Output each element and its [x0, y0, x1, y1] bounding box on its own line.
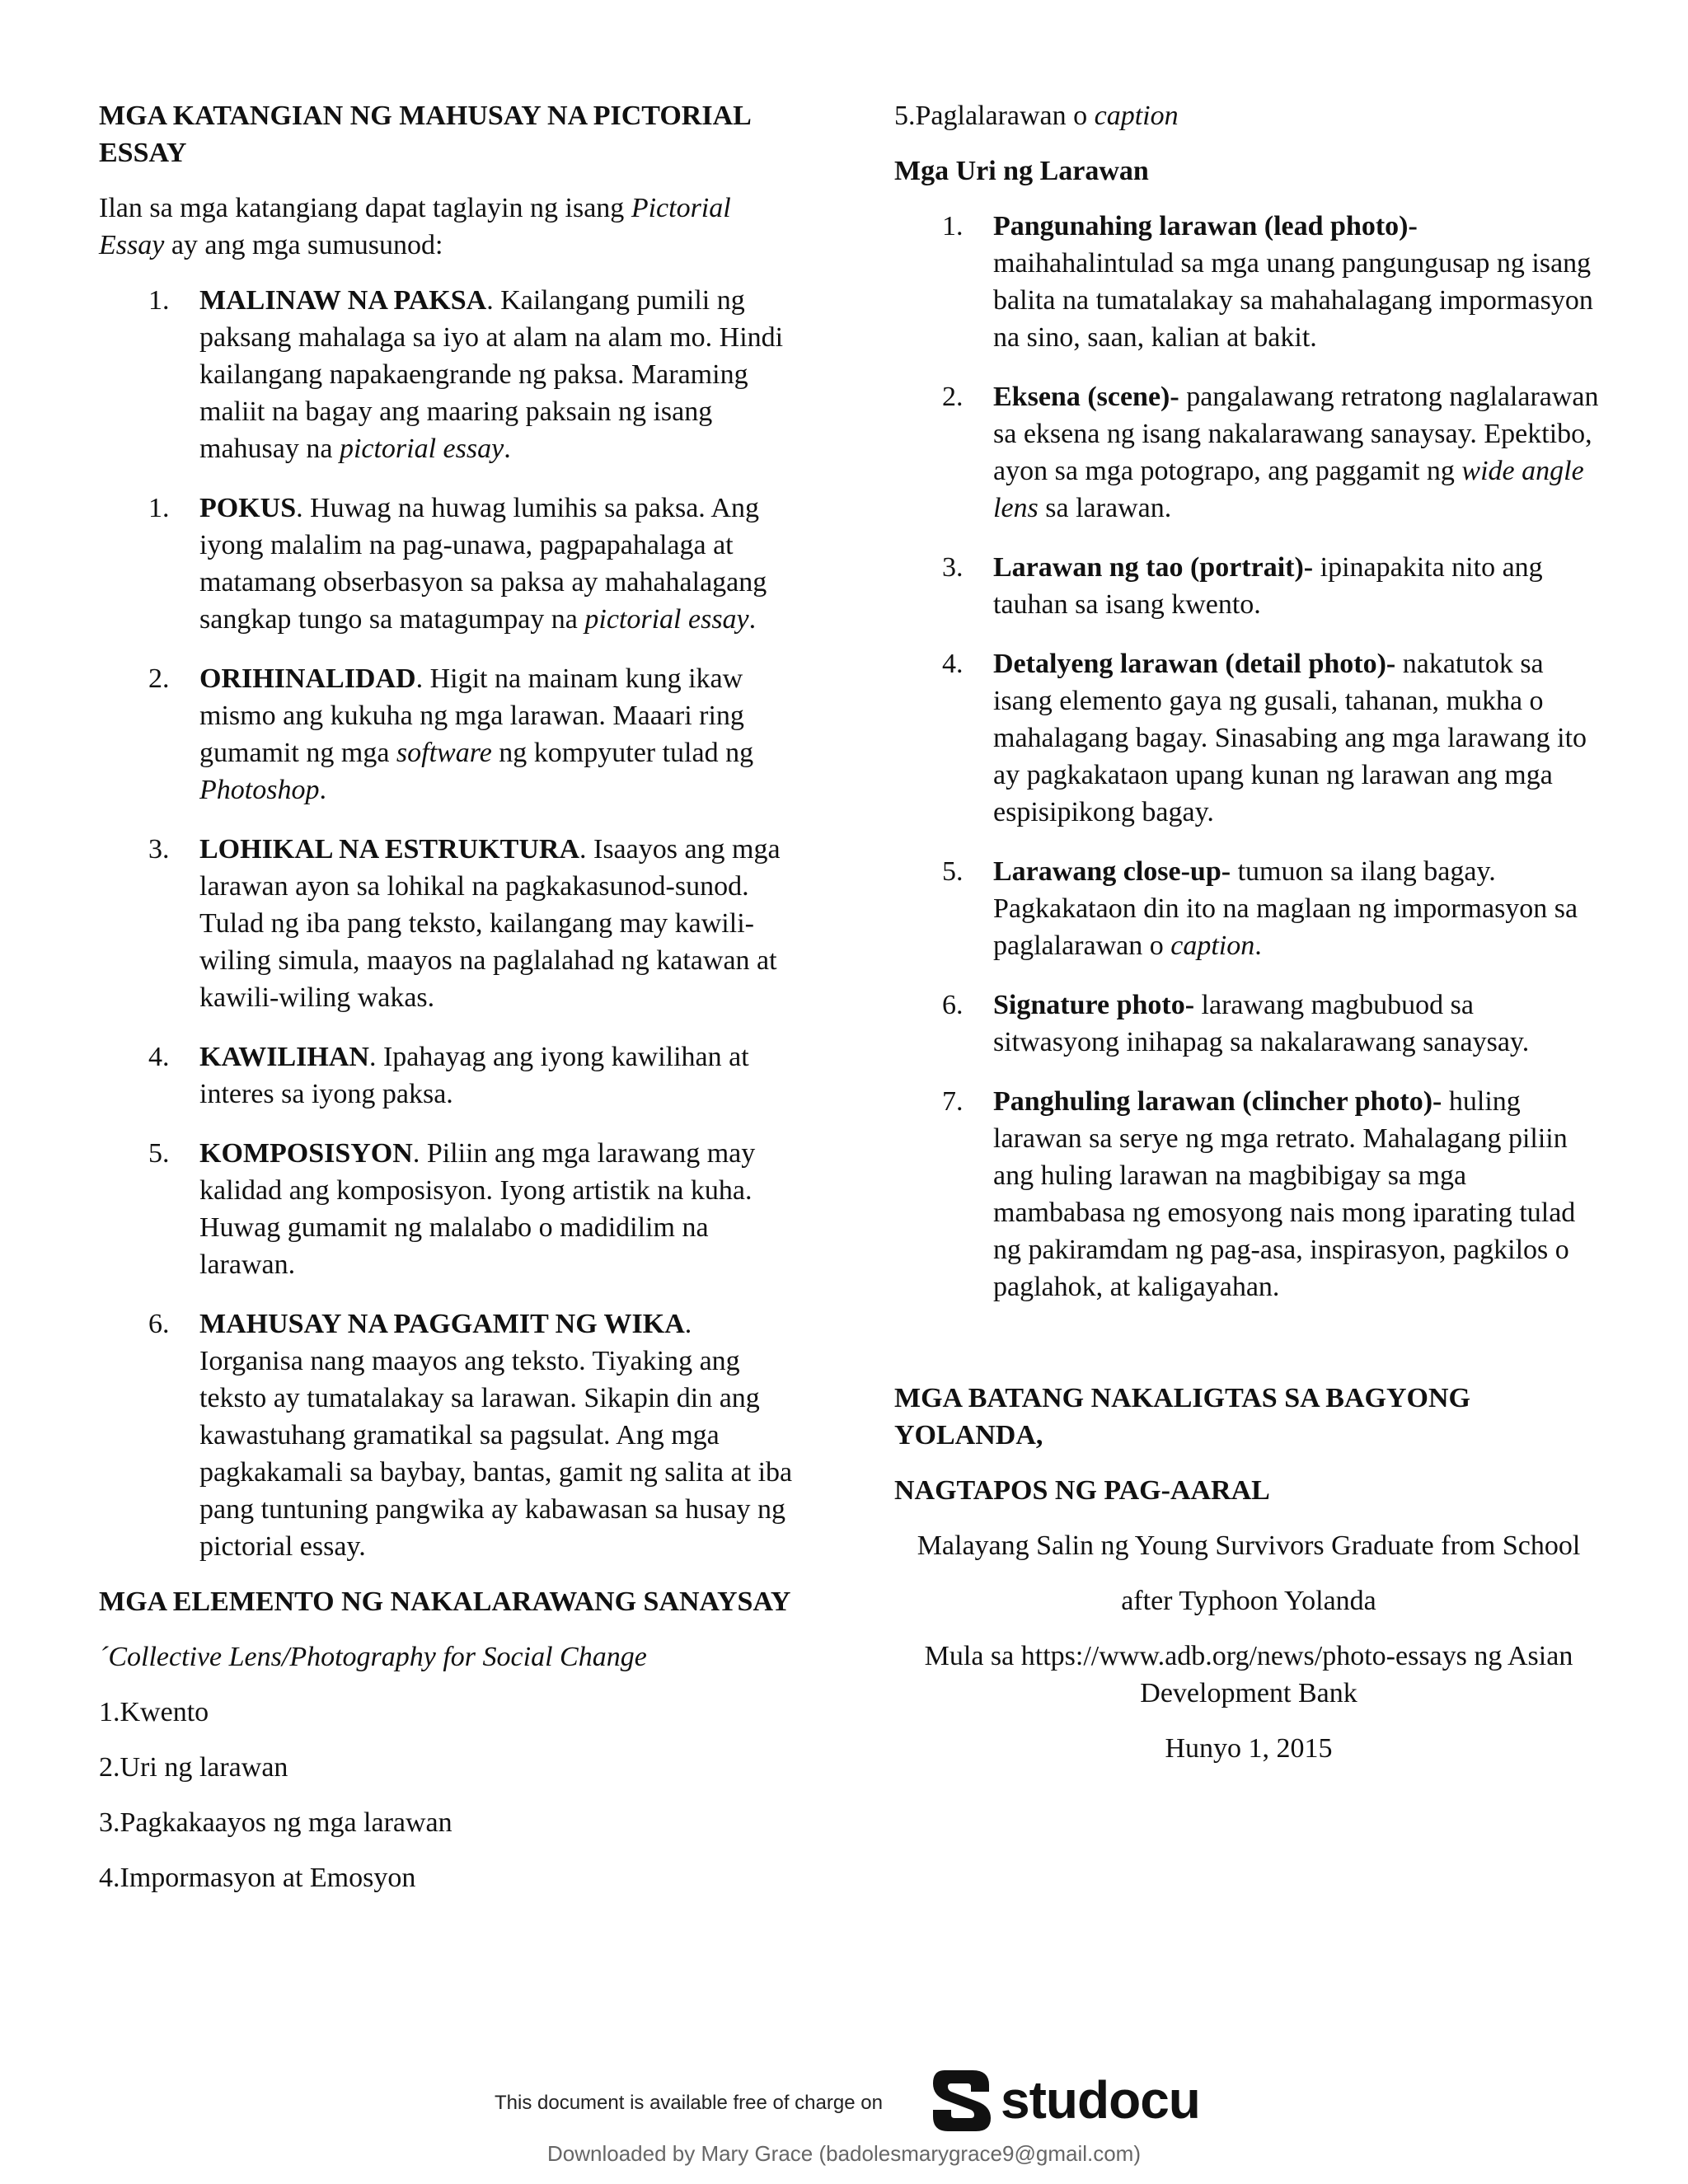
list-item: 1. MALINAW NA PAKSA. Kailangang pumili ng paksang mahalaga sa iyo at alam na alam mo. Hindi kailangang napakaengrande ng paksa. Maraming maliit na bagay ang maaring paksain ng isang mahusay na pictorial essay.: [148, 285, 784, 464]
list-item: 7. Panghuling larawan (clincher photo)- huling larawan sa serye ng mga retrato. Mahalagang piliin ang huling larawan na magbibigay sa mga mambabasa ng emosyong nais mong iparating tulad ng pakiramdam ng pag-asa, inspirasyon, pagkilos o paglahok, at kaligayahan.: [942, 1086, 1576, 1302]
element-item: 1.Kwento: [99, 1697, 209, 1727]
list-item: 3. LOHIKAL NA ESTRUKTURA. Isaayos ang mga larawan ayon sa lohikal na pagkakasunod-sunod. Tulad ng iba pang teksto, kailangang may kawili-wiling simula, maayos na paglalahad ng katawan at kawili-wiling wakas.: [148, 834, 781, 1013]
article-title: MGA BATANG NAKALIGTAS SA BAGYONG YOLANDA,: [894, 1383, 1470, 1451]
list-item: 6. MAHUSAY NA PAGGAMIT NG WIKA. Iorganisa nang maayos ang teksto. Tiyaking ang teksto ay tumatalakay sa larawan. Sikapin din ang kawastuhang gramatikal sa pagsulat. Ang mga pagkakamali sa baybay, bantas, gamit ng salita at iba pang tuntuning pangwika ay kabawasan sa husay ng pictorial essay.: [148, 1309, 793, 1562]
studocu-wordmark: studocu: [1001, 2070, 1200, 2130]
list-item: 2. Eksena (scene)- pangalawang retratong naglalarawan sa eksena ng isang nakalarawang sanaysay. Epektibo, ayon sa mga potograpo, ang paggamit ng wide angle lens sa larawan.: [942, 382, 1599, 523]
right-column: [894, 97, 1603, 1785]
availability-note: This document is available free of charge on: [495, 2092, 883, 2114]
source-note: Mula sa https://www.adb.org/news/photo-essays ng Asian Development Bank: [924, 1641, 1573, 1708]
element-item: 3.Pagkakaayos ng mga larawan: [99, 1807, 452, 1838]
translation-note-cont: after Typhoon Yolanda: [1121, 1586, 1376, 1616]
list-item: 5. Larawang close-up- tumuon sa ilang bagay. Pagkakataon din ito na maglaan ng impormasyon sa paglalarawan o caption.: [942, 856, 1578, 961]
section-title-elemento: MGA ELEMENTO NG NAKALARAWANG SANAYSAY: [99, 1586, 791, 1617]
downloaded-by: Downloaded by Mary Grace (badolesmarygrace9@gmail.com): [546, 2141, 1141, 2166]
studocu-logo[interactable]: [930, 2067, 1200, 2133]
element-item: 5.Paglalarawan o caption: [894, 101, 1179, 131]
element-item: 4.Impormasyon at Emosyon: [99, 1863, 416, 1893]
list-item: 6. Signature photo- larawang magbubuod sa sitwasyong inihapag sa nakalarawang sanaysay.: [942, 990, 1530, 1057]
intro-paragraph: Ilan sa mga katangiang dapat taglayin ng isang Pictorial Essay ay ang mga sumusunod:: [99, 193, 731, 260]
article-date: Hunyo 1, 2015: [1165, 1733, 1333, 1764]
list-item: 3. Larawan ng tao (portrait)- ipinapakita nito ang tauhan sa isang kwento.: [942, 552, 1543, 620]
uri-list: [894, 208, 1603, 1305]
list-item: 4. Detalyeng larawan (detail photo)- nakatutok sa isang elemento gaya ng gusali, tahanan, mukha o mahalagang bagay. Sinasabing ang mga larawang ito ay pagkakataon upang kunan ng larawan ang mga espisipikong bagay.: [942, 649, 1587, 827]
source-line: ´Collective Lens/Photography for Social Change: [99, 1642, 647, 1672]
katangian-list: [99, 282, 799, 1565]
article-subtitle: NAGTAPOS NG PAG-AARAL: [894, 1475, 1270, 1506]
section-title-uri: Mga Uri ng Larawan: [894, 156, 1149, 186]
list-item: 2. ORIHINALIDAD. Higit na mainam kung ikaw mismo ang kukuha ng mga larawan. Maaari ring gumamit ng mga software ng kompyuter tulad ng Photoshop.: [148, 663, 754, 805]
element-item: 2.Uri ng larawan: [99, 1752, 288, 1783]
left-column: [99, 97, 799, 1915]
list-item: 1. Pangunahing larawan (lead photo)- maihahalintulad sa mga unang pangungusap ng isang balita na tumatalakay sa mahahalagang impormasyon na sino, saan, kalian at bakit.: [942, 211, 1593, 353]
list-item: 4. KAWILIHAN. Ipahayag ang iyong kawilihan at interes sa iyong paksa.: [148, 1042, 749, 1109]
studocu-s-icon: [930, 2067, 994, 2133]
list-item: 1. POKUS. Huwag na huwag lumihis sa paksa. Ang iyong malalim na pag-unawa, pagpapahalaga at matamang obserbasyon sa paksa ay mahahalagang sangkap tungo sa matagumpay na pictorial essay.: [148, 493, 767, 635]
translation-note: Malayang Salin ng Young Survivors Graduate from School: [917, 1530, 1581, 1561]
section-title-katangian: MGA KATANGIAN NG MAHUSAY NA PICTORIAL ESSAY: [99, 101, 750, 168]
list-item: 5. KOMPOSISYON. Piliin ang mga larawang may kalidad ang komposisyon. Iyong artistik na kuha. Huwag gumamit ng malalabo o madidilim na larawan.: [148, 1138, 756, 1280]
